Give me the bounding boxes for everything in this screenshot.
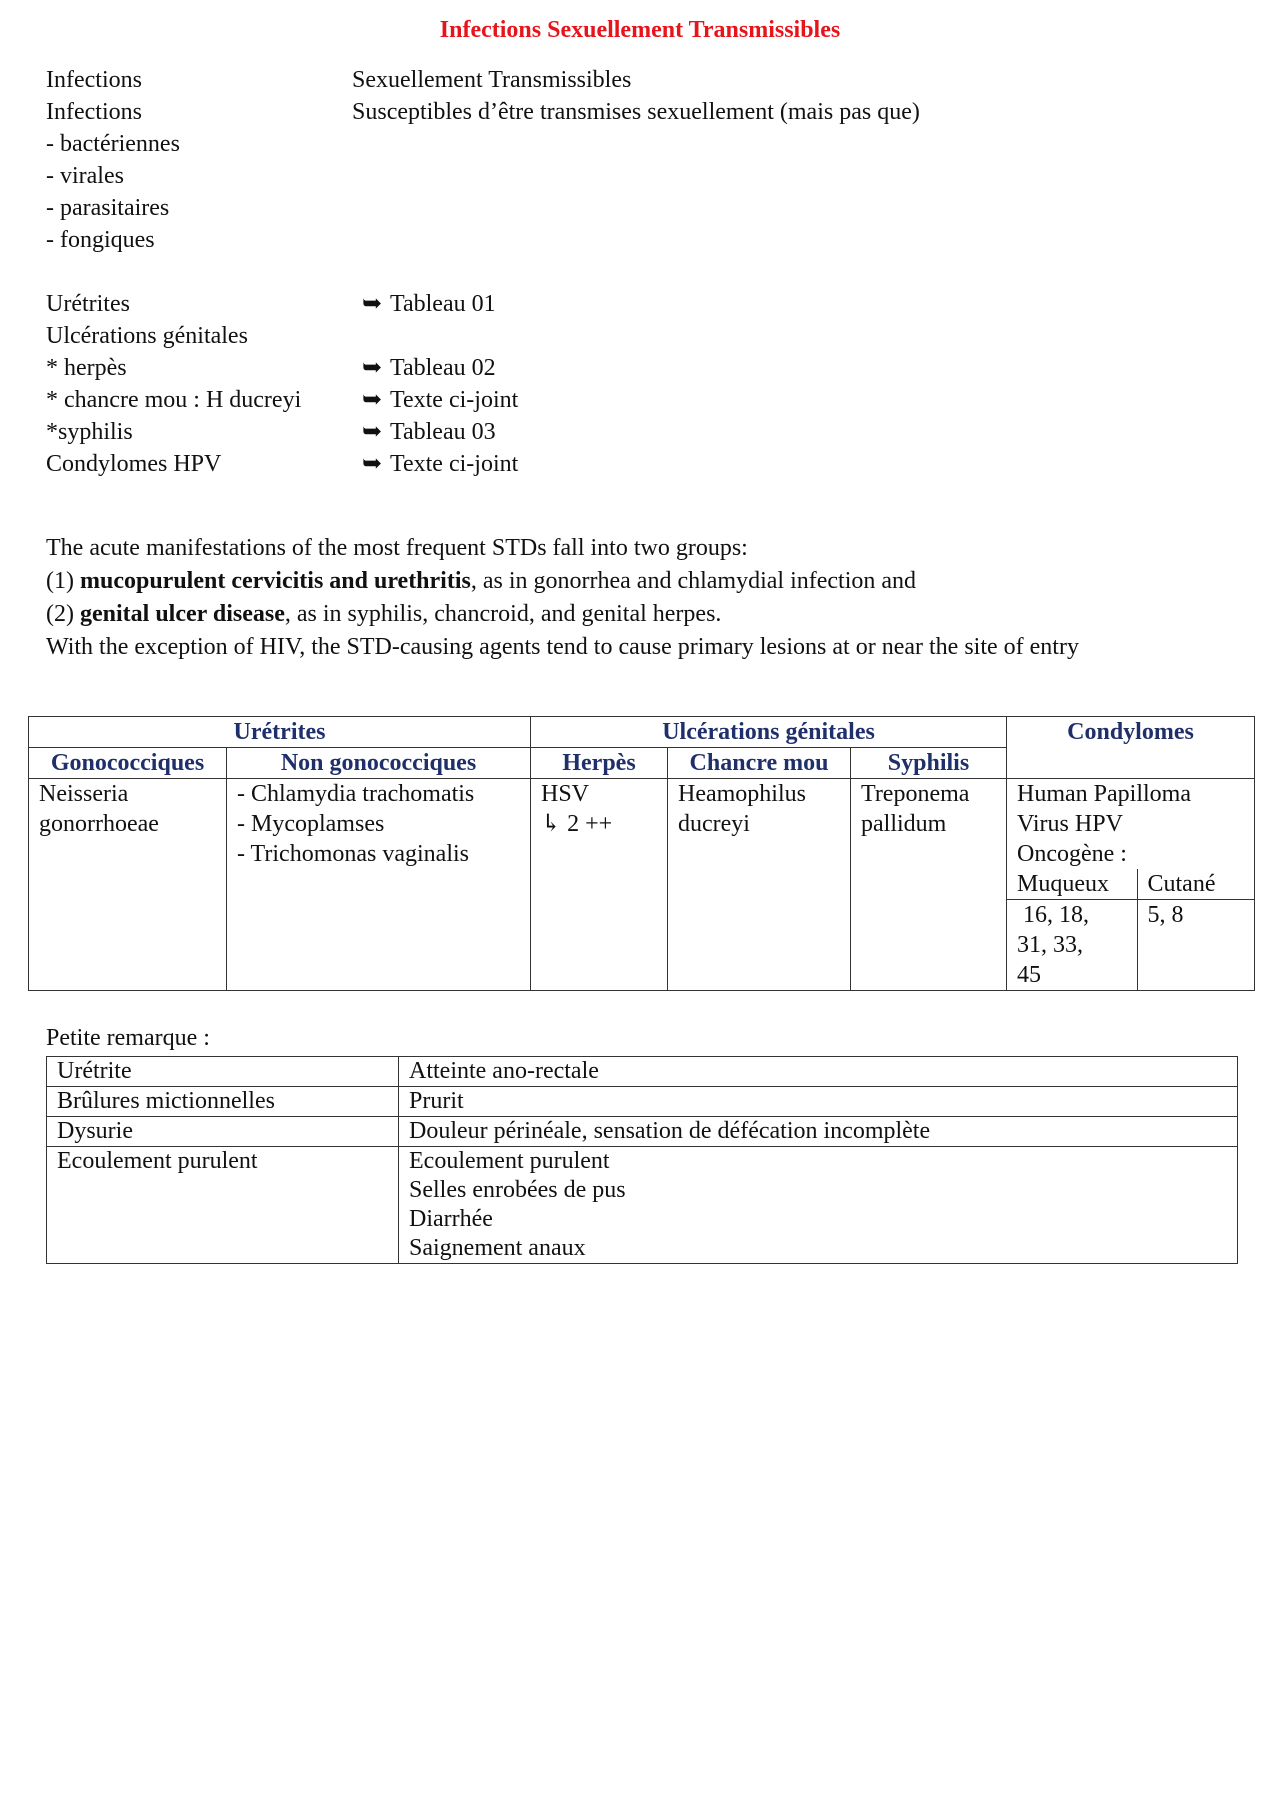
reference-text: Texte ci-joint — [390, 387, 519, 413]
arrow-icon: ➥ — [362, 451, 383, 477]
remark-right-cell — [399, 1147, 1238, 1264]
intro-section — [46, 64, 1246, 256]
group-header-ulcerations: Ulcérations génitales — [531, 717, 1007, 748]
remark-right-cell — [399, 1087, 1238, 1117]
infection-type: - parasitaires — [46, 195, 170, 221]
arrow-icon: ➥ — [362, 419, 383, 445]
table-row — [47, 1117, 1238, 1147]
paragraph-bold: mucopurulent cervicitis and urethritis — [79, 568, 471, 594]
intro-right: Susceptibles d’être transmises sexuellement (mais pas que) — [352, 99, 920, 125]
cell-non-gonococciques — [227, 779, 531, 991]
cell-syphilis — [851, 779, 1007, 991]
reference-text: Tableau 03 — [390, 419, 496, 445]
cell-line: - Chlamydia trachomatis — [237, 781, 475, 807]
remark-left-cell: Brûlures mictionnelles — [47, 1087, 399, 1117]
reference-label: Condylomes HPV — [46, 451, 222, 477]
cell-condylomes — [1007, 779, 1255, 991]
sti-table — [28, 716, 1255, 991]
group-header-condylomes: Condylomes — [1007, 717, 1255, 779]
reference-row — [46, 448, 846, 480]
paragraph-line — [46, 565, 1246, 598]
remark-left-cell: Ecoulement purulent — [47, 1147, 399, 1264]
cell-chancre-mou — [668, 779, 851, 991]
paragraph-line — [46, 598, 1246, 631]
reference-label: Ulcérations génitales — [46, 323, 248, 349]
cell-line: Treponema — [861, 781, 970, 807]
intro-left: Infections — [46, 67, 142, 93]
paragraph-line: With the exception of HIV, the STD-causing agents tend to cause primary lesions at or near the site of entry — [46, 634, 1079, 660]
reference-text: Tableau 02 — [390, 355, 496, 381]
paragraph-text: , as in syphilis, chancroid, and genital herpes. — [284, 601, 722, 627]
cell-line: Atteinte ano-rectale — [409, 1058, 599, 1084]
cell-line: Human Papilloma — [1017, 781, 1191, 807]
reference-row — [46, 416, 846, 448]
cell-line: pallidum — [861, 811, 947, 837]
std-paragraph — [46, 532, 1246, 664]
column-header-chancre-mou: Chancre mou — [668, 748, 851, 779]
cell-line: Prurit — [409, 1088, 464, 1114]
reference-label: * chancre mou : H ducreyi — [46, 387, 302, 413]
reference-row — [46, 320, 846, 352]
reference-label: * herpès — [46, 355, 127, 381]
remark-right-cell — [399, 1057, 1238, 1087]
cell-line: - Mycoplamses — [237, 811, 385, 837]
hpv-muqueux-label: Muqueux — [1007, 869, 1137, 900]
cell-line: Selles enrobées de pus — [409, 1177, 626, 1203]
cell-line: gonorrhoeae — [39, 811, 159, 837]
infection-type: - bactériennes — [46, 131, 180, 157]
cell-line: 16, 18, — [1017, 902, 1089, 928]
cell-line: 31, 33, — [1017, 932, 1083, 958]
remark-right-cell — [399, 1117, 1238, 1147]
arrow-icon: ➥ — [362, 291, 383, 317]
cell-herpes — [531, 779, 668, 991]
reference-text: Tableau 01 — [390, 291, 496, 317]
cell-line: ↳ 2 ++ — [541, 811, 613, 837]
infection-type: - fongiques — [46, 227, 155, 253]
cell-line: Heamophilus — [678, 781, 806, 807]
cell-line: Douleur périnéale, sensation de défécation incomplète — [409, 1118, 931, 1144]
reference-target — [362, 352, 496, 384]
cell-line: Virus HPV — [1017, 811, 1123, 837]
reference-target — [362, 384, 518, 416]
intro-row — [46, 64, 1246, 96]
group-header-urethrites: Urétrites — [29, 717, 531, 748]
reference-row — [46, 288, 846, 320]
cell-gonococciques — [29, 779, 227, 991]
cell-line: HSV — [541, 781, 590, 807]
hpv-cutane-values: 5, 8 — [1137, 900, 1254, 991]
cell-line: Oncogène : — [1017, 841, 1127, 867]
paragraph-text: (1) — [46, 568, 80, 594]
remark-label: Petite remarque : — [46, 1025, 210, 1051]
reference-row — [46, 352, 846, 384]
table-row — [47, 1087, 1238, 1117]
paragraph-text: (2) — [46, 601, 80, 627]
table-row — [47, 1057, 1238, 1087]
hpv-subtable — [1007, 869, 1254, 990]
column-header-non-gonococciques: Non gonococciques — [227, 748, 531, 779]
paragraph-text: , as in gonorrhea and chlamydial infection and — [470, 568, 917, 594]
reference-target — [362, 416, 496, 448]
cell-line: - Trichomonas vaginalis — [237, 841, 469, 867]
document-title: Infections Sexuellement Transmissibles — [439, 17, 841, 43]
cell-line: Ecoulement purulent — [409, 1148, 610, 1174]
column-header-syphilis: Syphilis — [851, 748, 1007, 779]
intro-left: Infections — [46, 99, 142, 125]
column-header-herpes: Herpès — [531, 748, 668, 779]
table-group-header-row — [29, 717, 1255, 748]
hpv-cutane-label: Cutané — [1137, 869, 1254, 900]
cell-line: Neisseria — [39, 781, 129, 807]
remark-left-cell: Urétrite — [47, 1057, 399, 1087]
arrow-icon: ➥ — [362, 387, 383, 413]
hpv-muqueux-values — [1007, 900, 1137, 991]
remark-table — [46, 1056, 1238, 1264]
cell-line: Diarrhée — [409, 1206, 493, 1232]
reference-target — [362, 288, 496, 320]
column-header-gonococciques: Gonococciques — [29, 748, 227, 779]
reference-target — [362, 448, 518, 480]
infection-type: - virales — [46, 163, 124, 189]
reference-list — [46, 288, 846, 480]
table-row — [29, 779, 1255, 991]
hpv-description — [1007, 779, 1254, 869]
paragraph-line: The acute manifestations of the most frequent STDs fall into two groups: — [46, 535, 748, 561]
remark-left-cell: Dysurie — [47, 1117, 399, 1147]
arrow-icon: ➥ — [362, 355, 383, 381]
intro-row — [46, 96, 1246, 128]
hpv-subtable-header — [1007, 869, 1254, 900]
paragraph-bold: genital ulcer disease — [79, 601, 285, 627]
reference-label: Urétrites — [46, 291, 130, 317]
reference-text: Texte ci-joint — [390, 451, 519, 477]
hpv-subtable-row — [1007, 900, 1254, 991]
cell-line: ducreyi — [678, 811, 750, 837]
cell-line: 45 — [1017, 962, 1041, 988]
intro-right: Sexuellement Transmissibles — [352, 67, 632, 93]
reference-row — [46, 384, 846, 416]
cell-line: Saignement anaux — [409, 1235, 586, 1261]
table-row — [47, 1147, 1238, 1264]
reference-label: *syphilis — [46, 419, 133, 445]
